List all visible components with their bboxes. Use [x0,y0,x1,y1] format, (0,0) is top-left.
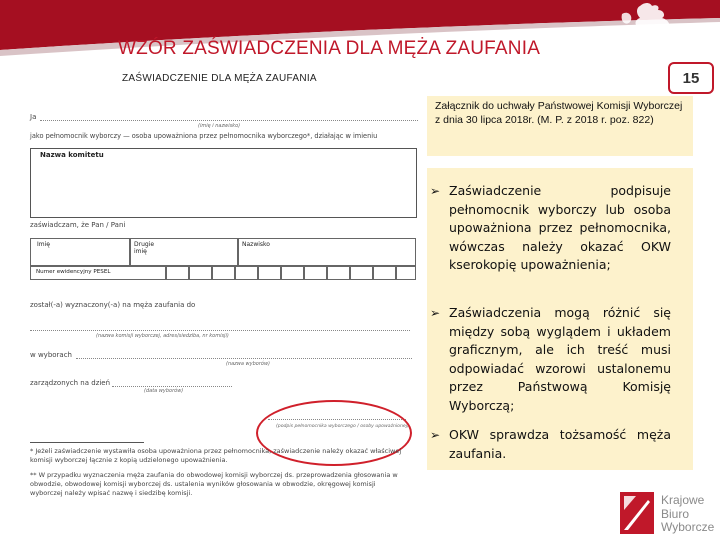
slide-title: WZÓR ZAŚWIADCZENIA DLA MĘŻA ZAUFANIA [118,38,541,59]
logo-line-2: Biuro [661,506,690,521]
second-name-label: Drugie imię [134,241,155,255]
arrow-bullet-icon: ➢ [430,428,441,442]
name-caption: (imię i nazwisko) [198,123,241,129]
arrow-bullet-icon: ➢ [430,306,441,320]
elections-caption: (nazwa wyborów) [226,361,270,367]
first-name-label: Imię [37,241,50,248]
date-caption: (data wyborów) [144,388,184,394]
slide-number: 15 [668,62,714,94]
logo-line-1: Krajowe [661,493,705,507]
signature-caption: (podpis pełnomocnika wyborczego / osoby upoważnionej) [276,424,409,429]
bullet-text: Zaświadczenie podpisuje pełnomocnik wyborczy lub osoba upoważniona przez pełnomocnika, wówczas należy okazać OKW kserokopię upoważnienia; [449,183,671,272]
commission-caption: (nazwa komisji wyborczej, adres/siedziba, nr komisji) [96,333,229,339]
ordered-prefix: zarządzonych na dzień [30,379,111,387]
bullet-item [430,426,671,463]
logo-line-3: Wyborcze [661,520,715,534]
certificate-heading: ZAŚWIADCZENIE DLA MĘŻA ZAUFANIA [122,73,317,84]
kbw-logo-text [661,494,714,535]
elections-dotted-line [76,358,412,359]
appointed-line: został(-a) wyznaczony(-a) na męża zaufania do [30,301,196,309]
line1-prefix: Ja [30,113,37,121]
annex-note: Załącznik do uchwały Państwowej Komisji Wyborczej z dnia 30 lipca 2018r. (M. P. z 2018 r. poz. 822) [427,96,693,156]
surname-label: Nazwisko [242,241,270,248]
eagle-crest-icon [600,0,700,62]
bullet-panel [427,168,693,470]
pesel-label: Numer ewidencyjny PESEL [36,269,111,275]
elections-prefix: w wyborach [30,351,72,359]
certificate-template [0,68,425,540]
bullet-text: OKW sprawdza tożsamość męża zaufania. [449,427,671,461]
kbw-logo-icon [620,492,654,534]
footnote-2: ** W przypadku wyznaczenia męża zaufania do obwodowej komisji wyborczej ds. przeprowadzenia głosowania w obwodzie, obwodowej komisji wyborczej ds. ustalenia wyników głosowania w obwodzie, okręgowej komisji wyborczej należy wpisać nazwę i siedzibę komisji. [30,471,398,497]
bullet-item [430,182,671,275]
footnote-divider [30,442,144,443]
footnote-1: * Jeżeli zaświadczenie wystawiła osoba upoważniona przez pełnomocnika, zaświadczenie należy okazać właściwej komisji wyborczej łącznie z kopią udzielonego upoważnienia. [30,447,402,464]
commission-dotted-line [30,330,410,331]
date-dotted-line [112,386,232,387]
bullet-item [430,304,671,415]
arrow-bullet-icon: ➢ [430,184,441,198]
proxy-line: jako pełnomocnik wyborczy — osoba upoważniona przez pełnomocnika wyborczego*, działając w imieniu [30,132,378,140]
certify-line: zaświadczam, że Pan / Pani [30,221,126,229]
name-dotted-line [40,120,418,121]
committee-label: Nazwa komitetu [40,151,104,159]
bullet-text: Zaświadczenia mogą różnić się między sobą wyglądem i układem graficznym, ale ich treść musi odpowiadać wzorowi ustalonemu przez Państwową Komisję Wyborczą; [449,305,671,413]
